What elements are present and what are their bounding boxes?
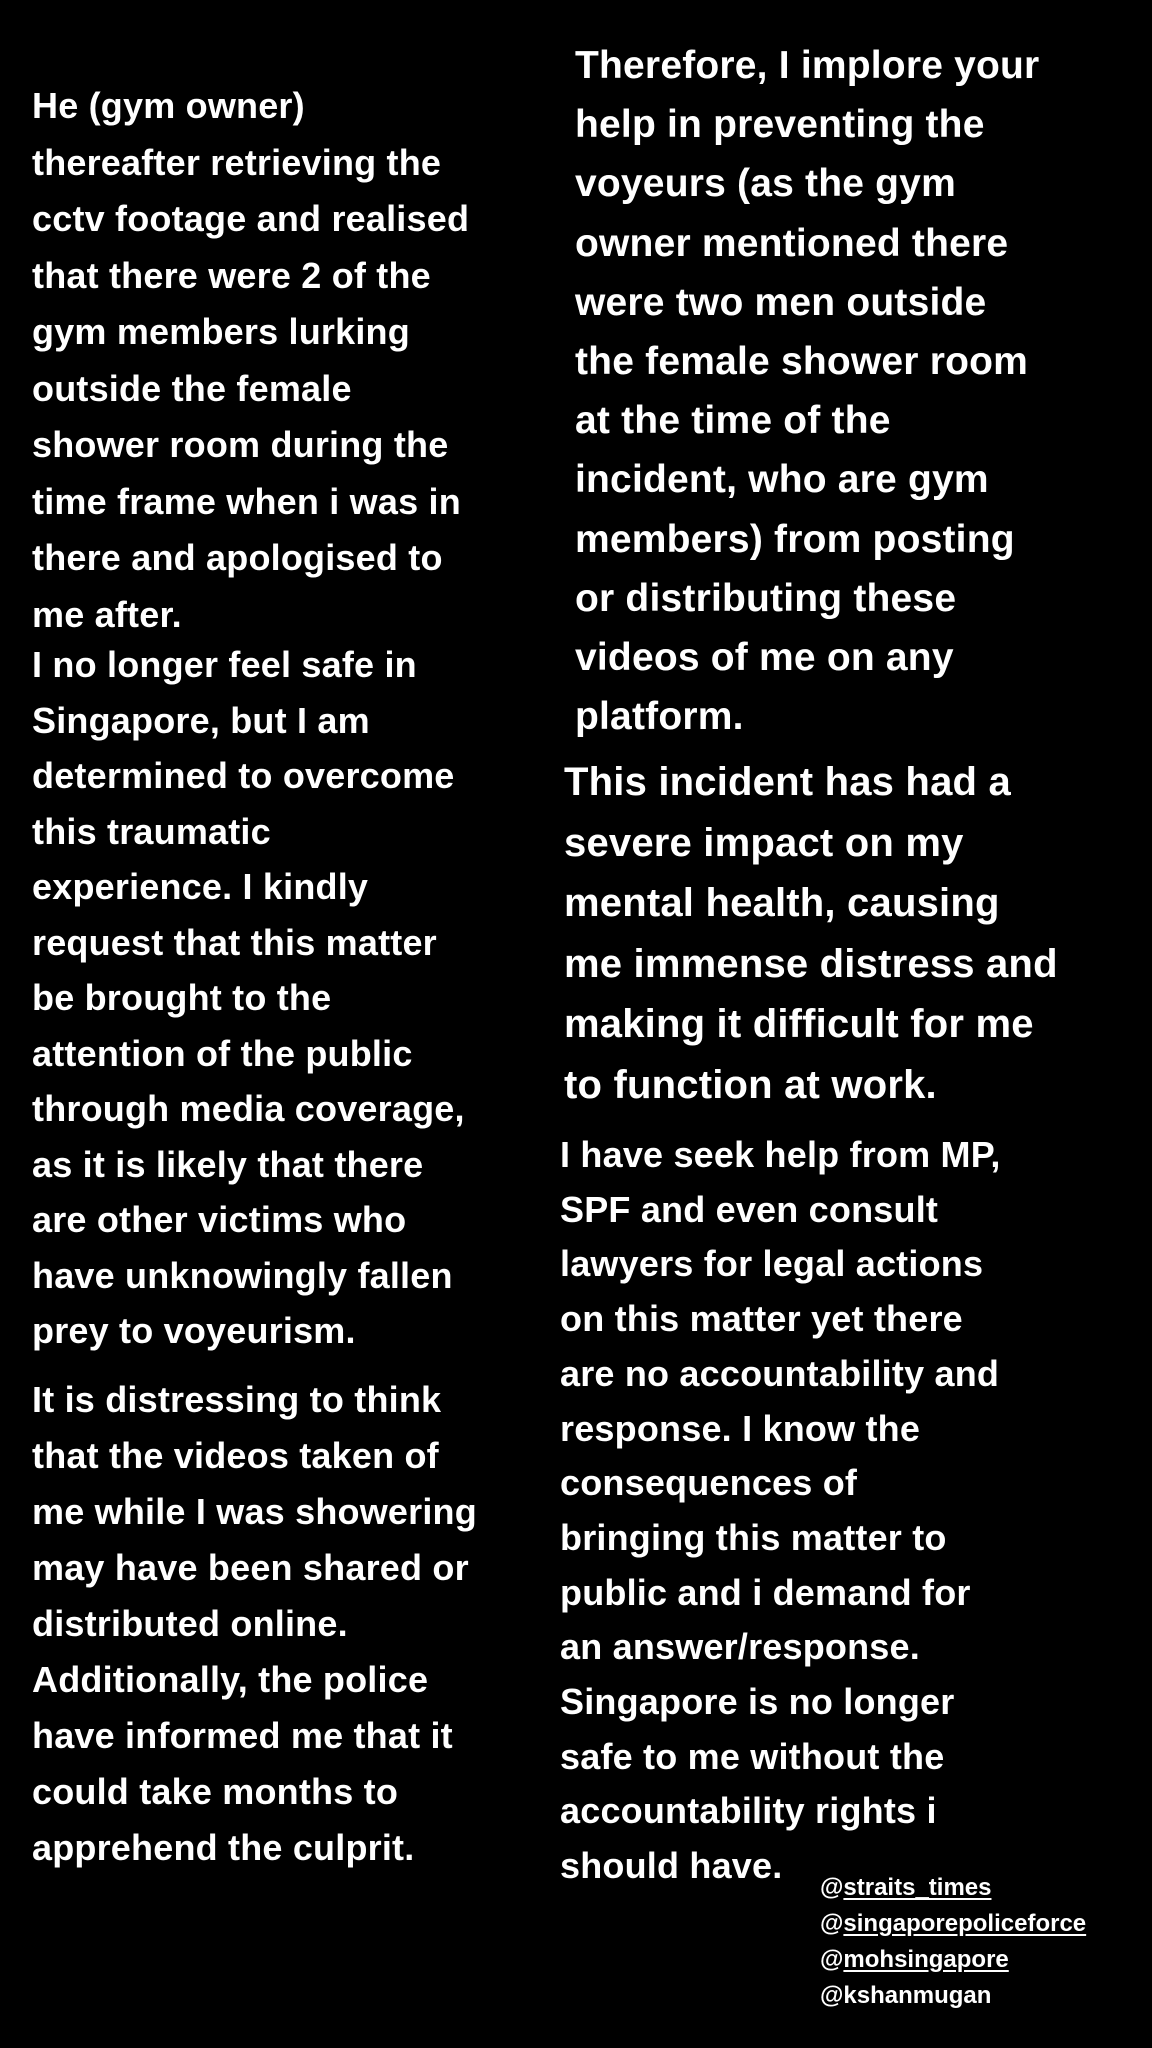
story-text-left-1: He (gym owner) thereafter retrieving the cctv footage and realised that there were 2 of the gym members lurking outside the female shower room during the time frame when i was in there and apologised to me after. (32, 85, 470, 635)
mention-moh-singapore[interactable] (820, 1942, 1086, 1978)
mention-straits-times[interactable] (820, 1870, 1086, 1906)
story-text-right-2: This incident has had a severe impact on my mental health, causing me immense distress and making it difficult for me to function at work. (564, 760, 1058, 1107)
mention-handle: mohsingapore (843, 1946, 1009, 1973)
mention-at-sign: @ (820, 1946, 844, 1973)
mention-handle: singaporepoliceforce (843, 1910, 1087, 1937)
story-text-left-2: I no longer feel safe in Singapore, but I am determined to overcome this traumatic experience. I kindly request that this matter be brought to the attention of the public through media coverage, as it is likely that there are other victims who have unknowingly fallen prey to voyeurism. (32, 644, 465, 1351)
mention-at-sign: @ (820, 1874, 844, 1901)
mention-singapore-police-force[interactable] (820, 1906, 1086, 1942)
mention-handle: straits_times (843, 1874, 992, 1901)
mention-kshanmugan[interactable] (820, 1978, 1086, 2014)
mention-at-sign: @ (820, 1910, 844, 1937)
mention-at-sign: @ (820, 1982, 844, 2009)
story-text-right-3: I have seek help from MP, SPF and even consult lawyers for legal actions on this matter yet there are no accountability and response. I know the consequences of bringing this matter to public and i demand for an answer/response. Singapore is no longer safe to me without the accountability rights i should have. (560, 1134, 1001, 1887)
mention-handle: kshanmugan (843, 1982, 992, 2009)
story-text-right-1: Therefore, I implore your help in preventing the voyeurs (as the gym owner mentioned there were two men outside the female shower room at the time of the incident, who are gym members) from posting or distributing these videos of me on any platform. (575, 44, 1040, 739)
story-text-left-3: It is distressing to think that the videos taken of me while I was showering may have been shared or distributed online. Additionally, the police have informed me that it could take months to apprehend the culprit. (32, 1379, 477, 1868)
mention-tags (820, 1870, 1086, 2014)
